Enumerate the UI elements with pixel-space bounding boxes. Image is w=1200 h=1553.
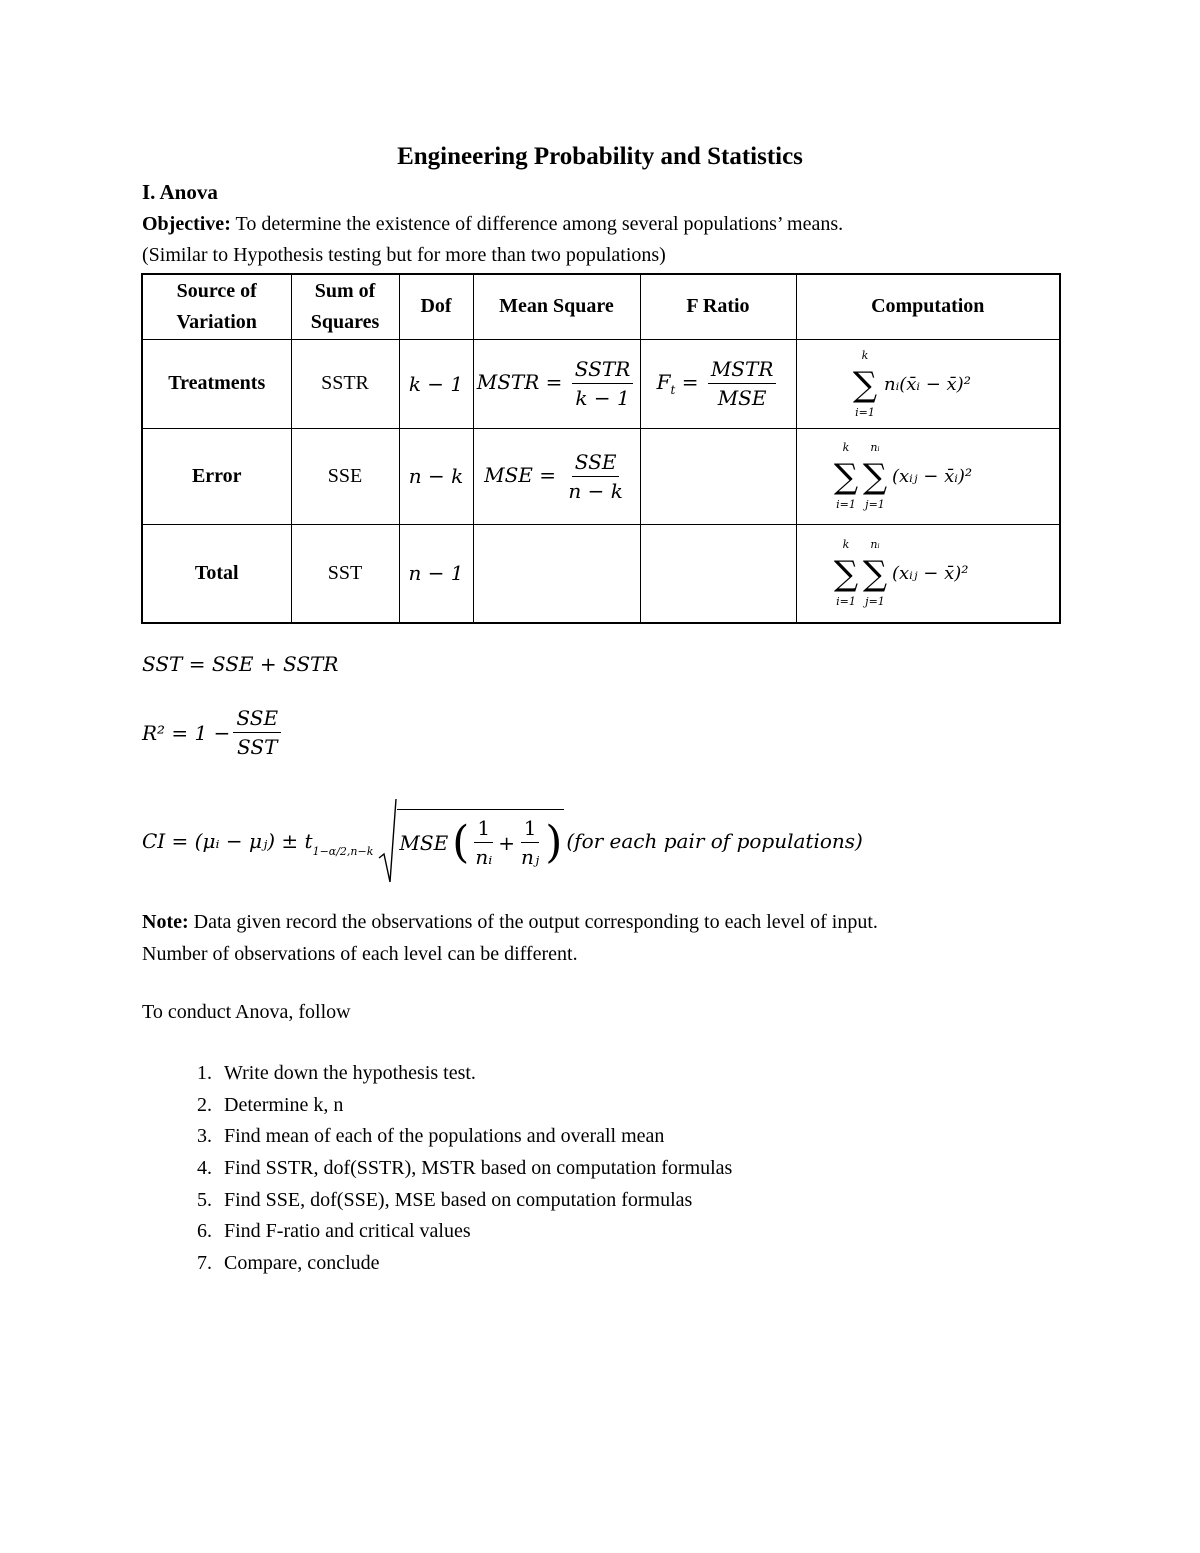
cell-f-empty bbox=[640, 428, 796, 524]
list-item: 3. Find mean of each of the populations and overall mean bbox=[197, 1125, 665, 1148]
note-label: Note: bbox=[142, 911, 189, 933]
table-row-total bbox=[142, 524, 1060, 623]
svg-text:nᵢ(x̄ᵢ − x̄)²: nᵢ(x̄ᵢ − x̄)² bbox=[883, 373, 971, 395]
table-row-error bbox=[142, 428, 1060, 524]
note-text: Data given record the observations of the output corresponding to each level of input. bbox=[188, 911, 878, 933]
r2-lhs: R² = 1 − bbox=[142, 720, 231, 745]
cell-label: Treatments bbox=[142, 339, 291, 428]
cell-ss: SSE bbox=[291, 428, 399, 524]
svg-text:nᵢ: nᵢ bbox=[870, 441, 880, 454]
header-source: Source of Variation bbox=[142, 274, 291, 339]
cell-ms: MSE = $\frac{\text{SSE}}{n - k}$ bbox=[473, 428, 640, 524]
objective-note: (Similar to Hypothesis testing but for more than two populations) bbox=[142, 244, 666, 266]
svg-text:nᵢ: nᵢ bbox=[870, 538, 880, 552]
svg-text:∑: ∑ bbox=[833, 457, 858, 497]
header-sum-of-squares: Sum of Squares bbox=[291, 274, 399, 339]
table-row-treatments bbox=[142, 339, 1060, 428]
double-sum-formula bbox=[828, 436, 1028, 516]
svg-text:j=1: j=1 bbox=[864, 595, 885, 609]
cell-label: Error bbox=[142, 428, 291, 524]
cell-dof: k − 1 bbox=[399, 339, 473, 428]
svg-text:k: k bbox=[842, 538, 850, 552]
note-line-1 bbox=[142, 911, 878, 934]
cell-ms-empty bbox=[473, 524, 640, 623]
objective-label: Objective: bbox=[142, 213, 231, 235]
svg-text:(xᵢⱼ − x̄ᵢ)²: (xᵢⱼ − x̄ᵢ)² bbox=[891, 466, 972, 487]
sqrt-body: MSE ( $\frac{1}{\text{nᵢ}}$ + $\frac{1}{\text{nⱼ}}$ ) bbox=[397, 809, 564, 873]
svg-text:∑: ∑ bbox=[833, 554, 858, 595]
header-mean-square: Mean Square bbox=[473, 274, 640, 339]
list-item: 5. Find SSE, dof(SSE), MSE based on computation formulas bbox=[197, 1188, 693, 1211]
svg-text:k: k bbox=[861, 348, 869, 362]
confidence-interval-formula bbox=[142, 796, 863, 886]
ci-subscript: 1−α/2,n−k bbox=[312, 844, 374, 858]
svg-text:j=1: j=1 bbox=[864, 498, 885, 511]
svg-text:i=1: i=1 bbox=[835, 498, 856, 511]
sum-formula bbox=[828, 344, 1028, 424]
cell-f: $F_t$ = $\frac{\text{MSTR}}{\text{MSE}}$ bbox=[640, 339, 796, 428]
objective-text: To determine the existence of difference among several populations’ means. bbox=[230, 213, 844, 235]
cell-computation bbox=[796, 339, 1060, 428]
r-squared-formula bbox=[142, 706, 284, 759]
svg-text:(xᵢⱼ − x̄)²: (xᵢⱼ − x̄)² bbox=[891, 563, 969, 585]
r2-fraction: $\frac{\text{SSE}}{\text{SST}}$ bbox=[233, 706, 281, 759]
double-sum-formula bbox=[828, 533, 1028, 613]
header-computation: Computation bbox=[796, 274, 1060, 339]
cell-dof: n − k bbox=[399, 428, 473, 524]
cell-ms: MSTR = $\frac{\text{SSTR}}{k - 1}$ bbox=[473, 339, 640, 428]
page-title: Engineering Probability and Statistics bbox=[397, 143, 803, 170]
cell-f-empty bbox=[640, 524, 796, 623]
list-item: 6. Find F-ratio and critical values bbox=[197, 1220, 471, 1243]
svg-text:∑: ∑ bbox=[862, 554, 887, 595]
section-heading: I. Anova bbox=[142, 180, 218, 204]
cell-dof: n − 1 bbox=[399, 524, 473, 623]
svg-text:i=1: i=1 bbox=[835, 595, 856, 609]
anova-table bbox=[141, 273, 1061, 624]
list-item: 4. Find SSTR, dof(SSTR), MSTR based on computation formulas bbox=[197, 1157, 733, 1180]
intro-text: To conduct Anova, follow bbox=[142, 1001, 351, 1023]
note-line-2: Number of observations of each level can be different. bbox=[142, 943, 578, 965]
objective-line bbox=[142, 213, 843, 236]
svg-text:∑: ∑ bbox=[852, 364, 877, 405]
svg-text:∑: ∑ bbox=[862, 457, 887, 497]
ci-note: (for each pair of populations) bbox=[566, 829, 863, 853]
table-header-row bbox=[142, 274, 1060, 339]
list-item: 1. Write down the hypothesis test. bbox=[197, 1062, 476, 1084]
ci-lhs: CI = (μᵢ − μⱼ) ± t bbox=[142, 829, 313, 853]
list-item: 7. Compare, conclude bbox=[197, 1252, 380, 1275]
svg-text:k: k bbox=[842, 441, 850, 454]
cell-ss: SSTR bbox=[291, 339, 399, 428]
list-item: 2. Determine k, n bbox=[197, 1093, 344, 1116]
sqrt-sign-icon bbox=[377, 796, 397, 886]
cell-label: Total bbox=[142, 524, 291, 623]
sst-formula: SST = SSE + SSTR bbox=[142, 652, 339, 676]
svg-text:i=1: i=1 bbox=[854, 405, 875, 419]
cell-computation bbox=[796, 428, 1060, 524]
header-dof: Dof bbox=[399, 274, 473, 339]
cell-ss: SST bbox=[291, 524, 399, 623]
cell-computation bbox=[796, 524, 1060, 623]
header-f-ratio: F Ratio bbox=[640, 274, 796, 339]
steps-list bbox=[142, 1058, 732, 1280]
